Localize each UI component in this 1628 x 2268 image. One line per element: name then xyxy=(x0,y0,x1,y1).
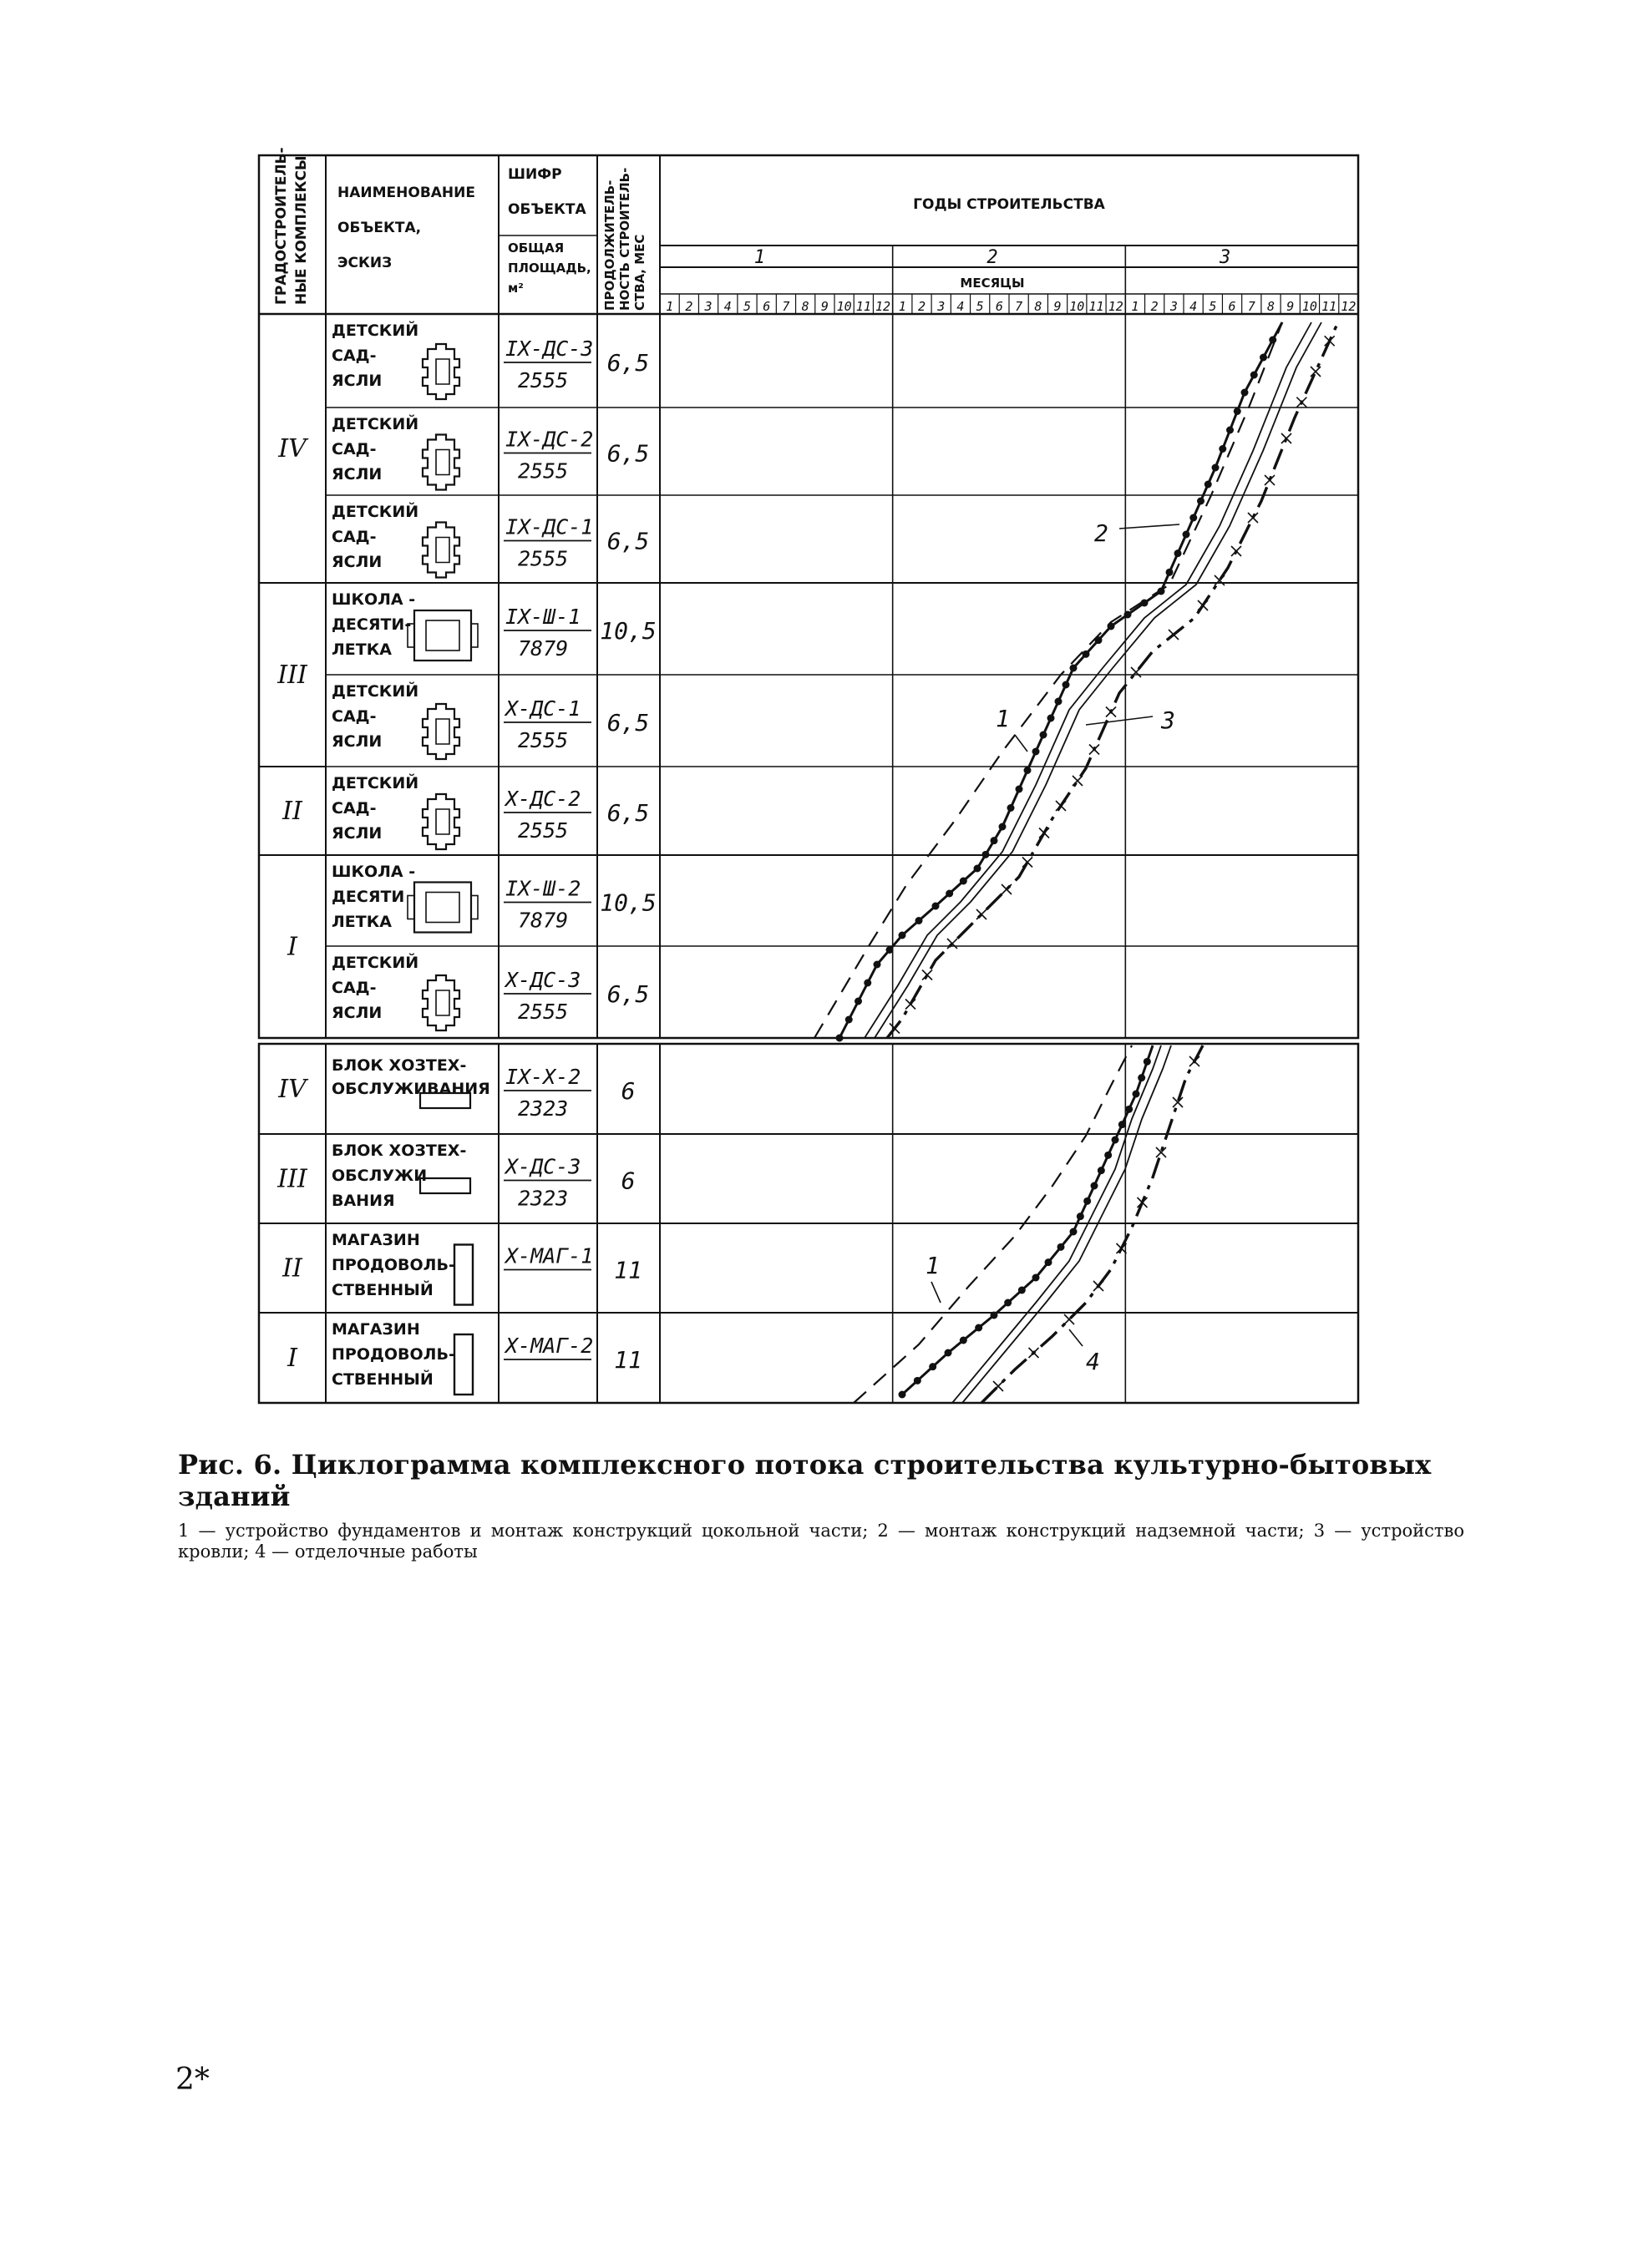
object-area: 2555 xyxy=(518,728,569,752)
month-label: 1 xyxy=(1131,299,1139,314)
line-2-dot xyxy=(982,851,990,858)
line-2-dot xyxy=(1083,651,1090,658)
line-2-dot xyxy=(914,1377,921,1385)
object-name: САД- xyxy=(332,528,377,546)
block-plan-icon xyxy=(420,1178,470,1193)
object-name: ВАНИЯ xyxy=(332,1192,395,1210)
table-row xyxy=(332,414,649,490)
line-2-dot xyxy=(899,1391,906,1399)
object-name: САД- xyxy=(332,707,377,726)
line-4-cross xyxy=(890,1024,900,1034)
month-label: 7 xyxy=(782,299,790,314)
month-label: 1 xyxy=(666,299,674,314)
table-row xyxy=(332,863,657,933)
month-label: 9 xyxy=(820,299,829,314)
month-label: 10 xyxy=(1069,299,1085,314)
line-label: 1 xyxy=(996,705,1010,732)
object-code: IX-X-2 xyxy=(505,1065,581,1089)
line-2-dot xyxy=(1234,408,1241,415)
line-2-dot xyxy=(999,823,1007,831)
school-courtyard-icon xyxy=(426,620,459,651)
label-leader xyxy=(1119,524,1179,529)
line-2-dot xyxy=(1189,514,1197,522)
line-label: 1 xyxy=(926,1252,940,1279)
month-label: 7 xyxy=(1247,299,1255,314)
kindergarten-inner-icon xyxy=(436,450,449,475)
line-2-dot xyxy=(1219,445,1226,453)
object-name: ОБСЛУЖИ xyxy=(332,1167,428,1185)
line-2-dot xyxy=(1104,1152,1112,1159)
object-name: САД- xyxy=(332,799,377,818)
object-duration: 6,5 xyxy=(606,527,650,555)
object-name: БЛОК ХОЗТЕХ- xyxy=(332,1142,467,1160)
line-4-cross xyxy=(1093,1281,1103,1291)
area-header-line: м² xyxy=(508,281,524,296)
line-2-dot xyxy=(1083,1197,1091,1205)
kindergarten-inner-icon xyxy=(436,359,449,384)
upper-block-frame xyxy=(259,155,1358,1038)
table-row xyxy=(332,953,649,1030)
object-duration: 6,5 xyxy=(606,349,650,377)
line-2-dot xyxy=(932,903,940,910)
line-4-cross xyxy=(1106,707,1116,717)
line-2-dot xyxy=(915,917,923,924)
object-name: ПРОДОВОЛЬ- xyxy=(332,1256,455,1274)
complex-column-header xyxy=(273,147,310,305)
object-duration: 6,5 xyxy=(606,980,650,1008)
line-2-dot xyxy=(1070,665,1078,672)
line-2-dot xyxy=(975,1324,982,1332)
object-code: X-МАГ-2 xyxy=(505,1334,594,1358)
line-4-cross xyxy=(1056,801,1066,811)
month-label: 5 xyxy=(743,299,752,314)
table-rows xyxy=(276,321,657,1395)
line-1-foundations xyxy=(814,322,1282,1038)
month-label: 5 xyxy=(1209,299,1217,314)
line-4-cross xyxy=(1325,336,1335,346)
line-4-cross xyxy=(1311,367,1321,377)
object-name: ЯСЛИ xyxy=(332,372,383,390)
line-2-dot xyxy=(991,837,998,844)
line-2-dot xyxy=(1112,1137,1119,1144)
line-2-dot xyxy=(1077,1212,1084,1220)
table-row xyxy=(332,590,657,661)
line-2-dot xyxy=(1055,698,1063,706)
line-2-dot xyxy=(845,1016,853,1024)
complex-label: I xyxy=(287,1344,297,1373)
month-label: 4 xyxy=(956,299,965,314)
object-name: ДЕТСКИЙ xyxy=(332,954,419,972)
object-name: ЯСЛИ xyxy=(332,1004,383,1022)
shop-plan-icon xyxy=(454,1245,473,1305)
line-labels xyxy=(926,519,1175,1375)
month-label: 12 xyxy=(1108,299,1123,314)
line-2-dot xyxy=(1047,715,1055,722)
month-label: 9 xyxy=(1286,299,1295,314)
line-4-cross xyxy=(993,1381,1003,1391)
complex-label: II xyxy=(282,1253,302,1283)
code-header-line: ШИФР xyxy=(508,166,562,183)
line-2-dot xyxy=(960,878,967,885)
kindergarten-plan-icon xyxy=(423,704,459,759)
month-label: 11 xyxy=(1321,299,1337,314)
duration-header-line: СТВА, МЕС xyxy=(632,234,647,311)
object-code: IX-ДС-1 xyxy=(505,514,594,539)
line-2-dot xyxy=(1091,1182,1098,1190)
line-2-dot xyxy=(1016,786,1023,793)
kindergarten-plan-icon xyxy=(423,523,459,578)
line-2-dot xyxy=(1241,389,1249,397)
object-name: ДЕТСКИЙ xyxy=(332,415,419,433)
line-2-dot xyxy=(1095,636,1103,644)
table-row xyxy=(332,321,649,399)
month-label: 12 xyxy=(1341,299,1357,314)
line-2-dot xyxy=(1212,464,1220,472)
area-header-line: ОБЩАЯ xyxy=(508,240,565,256)
object-area: 2555 xyxy=(518,458,569,483)
line-2-dot xyxy=(960,1337,967,1344)
month-label: 10 xyxy=(836,299,852,314)
object-code: X-ДС-3 xyxy=(505,1154,581,1179)
object-code: X-ДС-2 xyxy=(505,787,581,811)
line-4-cross xyxy=(1248,513,1258,523)
month-label: 3 xyxy=(1169,299,1178,314)
line-2-dot xyxy=(1032,1274,1040,1282)
object-duration: 6,5 xyxy=(606,439,650,468)
month-label: 7 xyxy=(1015,299,1023,314)
month-label: 9 xyxy=(1053,299,1062,314)
name-header-line: ЭСКИЗ xyxy=(337,255,393,271)
table-header xyxy=(273,147,1356,314)
object-name: ДЕТСКИЙ xyxy=(332,682,419,701)
object-name: БЛОК ХОЗТЕХ- xyxy=(332,1056,467,1075)
line-4-cross xyxy=(1089,745,1099,755)
object-name: ЛЕТКА xyxy=(332,913,392,931)
label-leader xyxy=(931,1282,941,1303)
year-label: 3 xyxy=(1220,247,1231,268)
line-4-cross xyxy=(922,970,932,980)
code-header-line: ОБЪЕКТА xyxy=(508,201,586,218)
line-2-dot xyxy=(929,1363,936,1370)
line-4-cross xyxy=(1189,1056,1199,1066)
month-label: 8 xyxy=(801,299,809,314)
kindergarten-inner-icon xyxy=(436,719,449,744)
line-4-cross xyxy=(1215,575,1225,585)
object-duration: 6 xyxy=(621,1167,636,1195)
line-2-dot xyxy=(886,946,894,954)
line-4-cross xyxy=(1002,884,1012,894)
label-leader xyxy=(1069,1329,1083,1346)
line-4-cross xyxy=(976,909,986,919)
line-4-cross xyxy=(1198,600,1208,610)
line-2-dot xyxy=(1007,804,1015,812)
object-duration: 6,5 xyxy=(606,709,650,737)
line-4-cross xyxy=(1039,828,1049,838)
object-name: ПРОДОВОЛЬ- xyxy=(332,1345,455,1364)
complex-label: I xyxy=(287,932,297,962)
object-area: 2323 xyxy=(518,1186,569,1211)
figure-caption xyxy=(178,1449,1464,1562)
line-2-dot xyxy=(1063,681,1070,689)
object-name: САД- xyxy=(332,347,377,365)
line-4-cross xyxy=(1231,546,1241,556)
line-4-cross xyxy=(1029,1348,1039,1358)
line-2-dot xyxy=(1108,623,1115,630)
object-duration: 10,5 xyxy=(600,888,657,917)
month-label: 8 xyxy=(1034,299,1042,314)
table-row xyxy=(332,1056,635,1121)
line-2-dot xyxy=(1032,748,1040,756)
line-2-dot xyxy=(1098,1167,1105,1174)
school-plan-icon xyxy=(414,883,471,933)
school-courtyard-icon xyxy=(426,893,459,923)
object-area: 2555 xyxy=(518,818,569,843)
object-name: ШКОЛА - xyxy=(332,863,416,881)
shop-plan-icon xyxy=(454,1334,473,1395)
month-label: 11 xyxy=(855,299,871,314)
month-label: 6 xyxy=(763,299,771,314)
object-name: ОБСЛУЖИВАНИЯ xyxy=(332,1080,490,1098)
line-4-cross xyxy=(905,1000,915,1010)
line-2-dot xyxy=(864,980,871,987)
month-label: 2 xyxy=(1150,299,1159,314)
month-label: 5 xyxy=(976,299,984,314)
complex-label: IV xyxy=(278,434,307,463)
line-2-dot xyxy=(1040,732,1047,739)
caption-title: Рис. 6. Циклограмма комплексного потока строительства культурно-бытовых зданий xyxy=(178,1449,1432,1512)
line-2-dot xyxy=(1158,588,1165,595)
object-area: 7879 xyxy=(518,908,569,933)
line-2-dot xyxy=(1141,600,1149,607)
complex-label: III xyxy=(277,661,307,690)
duration-header-line: НОСТЬ СТРОИТЕЛЬ- xyxy=(617,167,632,311)
line-4-cross xyxy=(947,939,957,949)
kindergarten-inner-icon xyxy=(436,538,449,563)
object-code: IX-ДС-3 xyxy=(505,337,594,361)
complex-label: IV xyxy=(278,1075,307,1104)
line-4-cross xyxy=(1064,1314,1074,1324)
school-wing-icon xyxy=(471,896,478,919)
line-2-dot xyxy=(1045,1258,1052,1266)
kindergarten-plan-icon xyxy=(423,975,459,1030)
kindergarten-inner-icon xyxy=(436,809,449,834)
line-2-dot xyxy=(1250,372,1258,379)
object-code: X-ДС-1 xyxy=(505,696,581,721)
line-2-dot xyxy=(1144,1058,1151,1066)
month-label: 12 xyxy=(875,299,891,314)
line-2-dot xyxy=(1174,549,1182,557)
school-wing-icon xyxy=(408,896,414,919)
line-2-dot xyxy=(1197,498,1205,505)
line-4-cross xyxy=(1073,776,1083,786)
table-row xyxy=(332,1142,635,1211)
years-title: ГОДЫ СТРОИТЕЛЬСТВА xyxy=(913,196,1105,213)
object-name: САД- xyxy=(332,440,377,458)
caption-legend: 1 — устройство фундаментов и монтаж конструкций цокольной части; 2 — монтаж конструкций надземной части; 3 — устройство кровли; 4 — отделочные работы xyxy=(178,1521,1464,1562)
line-2-dot xyxy=(1138,1074,1145,1081)
year-label: 1 xyxy=(753,247,765,268)
object-name: СТВЕННЫЙ xyxy=(332,1281,434,1299)
line-2-dot xyxy=(1183,531,1190,539)
line-2-dot xyxy=(1269,337,1276,344)
line-2-dot xyxy=(1057,1243,1065,1251)
object-name: ДЕСЯТИ xyxy=(332,888,405,906)
line-2-dot xyxy=(991,1312,998,1319)
line-2-dot xyxy=(1124,611,1132,619)
line-2-dot xyxy=(1118,1121,1126,1128)
line-4-finishing xyxy=(887,326,1336,1038)
month-label: 3 xyxy=(704,299,713,314)
line-2-dot xyxy=(945,1349,952,1357)
line-2-dot xyxy=(1226,427,1234,434)
object-area: 2555 xyxy=(518,546,569,571)
object-duration: 6 xyxy=(621,1077,636,1105)
object-code: IX-Ш-2 xyxy=(505,876,581,901)
line-2-dot xyxy=(1125,1106,1133,1113)
line-2-dot xyxy=(1166,569,1174,576)
month-label: 6 xyxy=(995,299,1003,314)
line-2-dot xyxy=(1205,481,1212,489)
months-title: МЕСЯЦЫ xyxy=(960,276,1025,291)
school-wing-icon xyxy=(471,624,478,647)
line-2-dot xyxy=(899,932,906,939)
object-duration: 11 xyxy=(614,1256,642,1284)
object-name: МАГАЗИН xyxy=(332,1320,420,1339)
table-row xyxy=(332,1320,642,1395)
month-label: 4 xyxy=(723,299,732,314)
object-name: ШКОЛА - xyxy=(332,590,416,609)
complex-header-line: НЫЕ КОМПЛЕКСЫ xyxy=(293,155,310,305)
page-number: 2* xyxy=(175,2063,210,2097)
line-2-dot xyxy=(1070,1228,1078,1236)
line-2-superstructure xyxy=(839,322,1282,1038)
object-area: 7879 xyxy=(518,636,569,661)
complex-header-line: ГРАДОСТРОИТЕЛЬ- xyxy=(273,147,290,305)
month-label: 10 xyxy=(1301,299,1317,314)
object-name: ЯСЛИ xyxy=(332,732,383,751)
month-label: 11 xyxy=(1088,299,1104,314)
table-row xyxy=(332,681,649,759)
line-2-dot xyxy=(1024,767,1032,774)
line-3-roof xyxy=(865,322,1311,1038)
month-label: 3 xyxy=(937,299,946,314)
object-name: СТВЕННЫЙ xyxy=(332,1370,434,1389)
object-name: ЛЕТКА xyxy=(332,640,392,659)
object-area: 2323 xyxy=(518,1096,569,1121)
month-label: 4 xyxy=(1189,299,1198,314)
line-4-cross xyxy=(1296,397,1306,408)
line-2-dot xyxy=(946,890,953,898)
line-2-dot xyxy=(874,961,881,969)
line-2-dot xyxy=(1018,1287,1026,1294)
kindergarten-plan-icon xyxy=(423,794,459,849)
line-2-dot xyxy=(836,1035,844,1042)
kindergarten-inner-icon xyxy=(436,990,449,1015)
object-name: ЯСЛИ xyxy=(332,553,383,571)
duration-column-header xyxy=(602,168,647,311)
line-label: 4 xyxy=(1086,1348,1100,1375)
school-plan-icon xyxy=(414,610,471,661)
table-row xyxy=(332,1231,642,1305)
object-name: САД- xyxy=(332,979,377,997)
object-name: ДЕТСКИЙ xyxy=(332,321,419,340)
line-2-dot xyxy=(1133,1091,1140,1098)
object-code: X-МАГ-1 xyxy=(505,1243,594,1268)
object-name: ЯСЛИ xyxy=(332,465,383,483)
label-leader xyxy=(1086,716,1153,725)
month-label: 8 xyxy=(1266,299,1276,314)
object-area: 2555 xyxy=(518,1000,569,1024)
object-code: IX-Ш-1 xyxy=(505,605,581,629)
object-name: ДЕСЯТИ- xyxy=(332,615,412,634)
line-4-cross xyxy=(1169,630,1179,640)
line-label: 3 xyxy=(1161,706,1175,734)
object-duration: 6,5 xyxy=(606,799,650,827)
name-header-line: ОБЪЕКТА, xyxy=(337,220,422,236)
kindergarten-plan-icon xyxy=(423,435,459,490)
area-header-line: ПЛОЩАДЬ, xyxy=(508,261,591,276)
object-name: ДЕТСКИЙ xyxy=(332,503,419,521)
object-code: X-ДС-3 xyxy=(505,968,581,992)
month-label: 1 xyxy=(898,299,906,314)
complex-label: II xyxy=(282,797,302,826)
object-name: ДЕТСКИЙ xyxy=(332,774,419,792)
object-area: 2555 xyxy=(518,368,569,392)
object-name: МАГАЗИН xyxy=(332,1231,420,1249)
month-label: 2 xyxy=(685,299,693,314)
object-code: IX-ДС-2 xyxy=(505,427,594,452)
name-header-line: НАИМЕНОВАНИЕ xyxy=(337,185,476,201)
year-label: 2 xyxy=(986,247,998,268)
line-2-dot xyxy=(1004,1299,1012,1307)
line-4-cross xyxy=(1022,858,1032,868)
line-2-dot xyxy=(1260,354,1267,362)
line-2-dot xyxy=(974,865,981,873)
complex-label: III xyxy=(277,1164,307,1194)
kindergarten-plan-icon xyxy=(423,344,459,399)
month-label: 2 xyxy=(917,299,926,314)
line-label: 2 xyxy=(1094,519,1108,547)
duration-header-line: ПРОДОЛЖИТЕЛЬ- xyxy=(602,180,617,311)
object-name: ЯСЛИ xyxy=(332,824,383,843)
line-4-cross xyxy=(1131,667,1141,677)
table-row xyxy=(332,773,649,849)
object-duration: 10,5 xyxy=(600,617,657,645)
line-3-roof xyxy=(875,322,1321,1038)
object-duration: 11 xyxy=(614,1346,642,1374)
table-row xyxy=(332,502,649,578)
label-leader xyxy=(1015,735,1027,752)
table-grid xyxy=(259,155,1358,1403)
month-label: 6 xyxy=(1228,299,1236,314)
line-2-dot xyxy=(855,998,862,1005)
